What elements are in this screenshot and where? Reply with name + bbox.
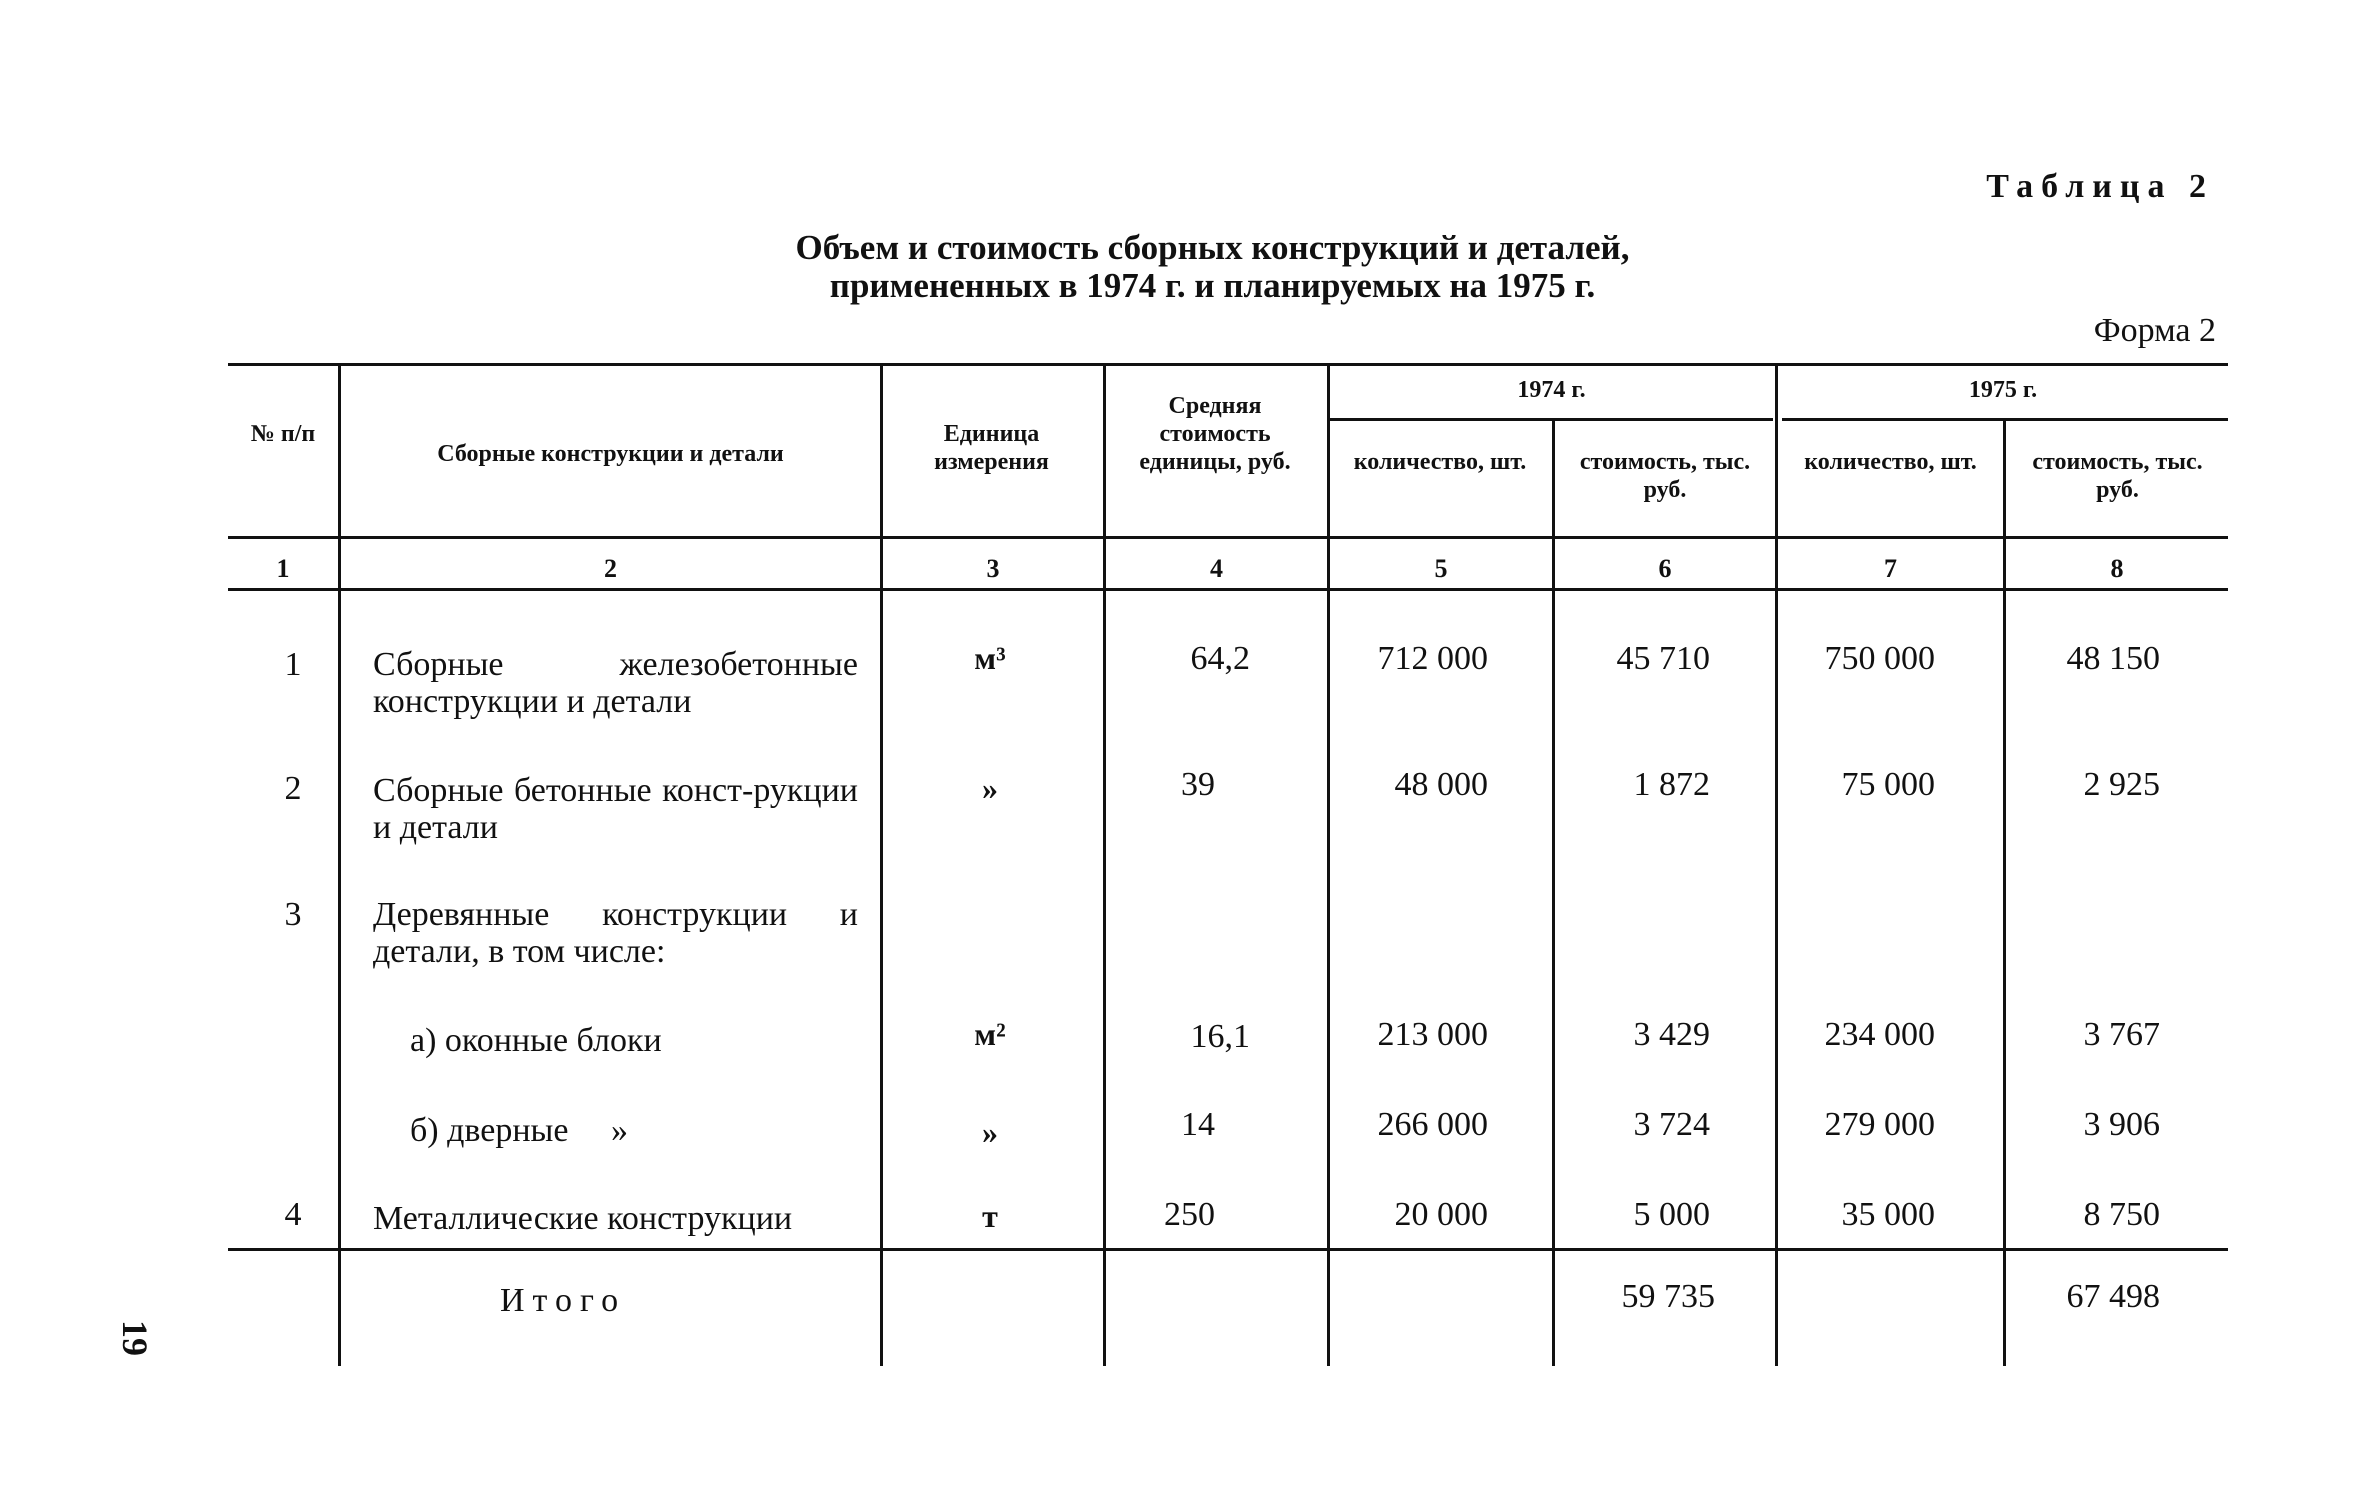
row-name: Металлические конструкции (373, 1200, 793, 1237)
table-title-line-1: Объем и стоимость сборных конструкций и деталей, (795, 228, 1630, 267)
row-qty-1974: 20 000 (1394, 1196, 1488, 1233)
row-qty-1975: 279 000 (1824, 1106, 1935, 1143)
col-number: 1 (276, 554, 290, 583)
row-number: 1 (284, 646, 302, 683)
row-qty-1975: 35 000 (1841, 1196, 1935, 1233)
header-qty-1975: количество, шт. (1804, 449, 1977, 475)
col-number: 7 (1884, 554, 1897, 583)
total-cost-1975: 67 498 (2066, 1278, 2160, 1315)
rule-col-numbers (228, 588, 2228, 591)
row-cost-1974: 45 710 (1616, 640, 1710, 677)
header-cost-1974: стоимость, тыс. руб. (1579, 449, 1751, 503)
col-number: 3 (986, 554, 1000, 583)
total-cost-1974: 59 735 (1621, 1278, 1715, 1315)
col-number: 8 (2110, 554, 2124, 583)
row-unit: » (982, 1114, 998, 1150)
row-number: 3 (284, 896, 302, 933)
row-cost-1974: 1 872 (1633, 766, 1710, 803)
col-divider (1775, 366, 1778, 1366)
row-avg-cost: 14 (1181, 1106, 1215, 1143)
row-qty-1974: 213 000 (1377, 1016, 1488, 1053)
row-cost-1975: 8 750 (2083, 1196, 2160, 1233)
row-number: 4 (284, 1196, 302, 1233)
page-number: 19 (115, 1320, 155, 1356)
row-qty-1974: 48 000 (1394, 766, 1488, 803)
row-cost-1974: 5 000 (1633, 1196, 1710, 1233)
row-name: б) дверные » (410, 1112, 628, 1149)
table-label: Таблица 2 (1986, 168, 2214, 205)
row-qty-1974: 712 000 (1377, 640, 1488, 677)
col-divider (1327, 366, 1330, 1366)
rule-top (228, 363, 2228, 366)
rule-header-bottom (228, 536, 2228, 539)
header-year-1975: 1975 г. (1968, 377, 2038, 403)
row-cost-1975: 48 150 (2066, 640, 2160, 677)
header-no: № п/п (250, 421, 316, 447)
header-name: Сборные конструкции и детали (437, 441, 784, 467)
row-name: а) оконные блоки (410, 1022, 662, 1059)
col-divider (338, 366, 341, 1366)
total-label: Итого (500, 1282, 627, 1319)
form-label: Форма 2 (2093, 312, 2216, 349)
row-cost-1975: 2 925 (2083, 766, 2160, 803)
header-qty-1974: количество, шт. (1353, 449, 1527, 475)
col-number: 6 (1658, 554, 1672, 583)
col-divider (1103, 366, 1106, 1366)
col-number: 2 (604, 554, 617, 583)
row-name: Деревянные конструкции и детали, в том числе: (373, 896, 858, 970)
row-avg-cost: 16,1 (1190, 1018, 1250, 1055)
col-number: 4 (1210, 554, 1223, 583)
rule-year1 (1328, 418, 1773, 421)
header-year-1974: 1974 г. (1517, 377, 1586, 403)
row-qty-1975: 750 000 (1824, 640, 1935, 677)
rule-total (228, 1248, 2228, 1251)
row-unit: м² (974, 1016, 1006, 1052)
header-avg-cost: Средняя стоимость единицы, руб. (1139, 393, 1291, 475)
header-cost-1975: стоимость, тыс. руб. (2032, 449, 2203, 503)
row-avg-cost: 39 (1181, 766, 1215, 803)
row-qty-1975: 75 000 (1841, 766, 1935, 803)
row-cost-1975: 3 767 (2083, 1016, 2160, 1053)
header-unit: Единица измерения (934, 421, 1049, 475)
table-title-line-2: примененных в 1974 г. и планируемых на 1975 г. (829, 266, 1596, 305)
col-divider (880, 366, 883, 1366)
row-unit: м³ (974, 640, 1006, 676)
row-avg-cost: 250 (1164, 1196, 1215, 1233)
row-cost-1975: 3 906 (2083, 1106, 2160, 1143)
row-unit: т (982, 1198, 998, 1234)
row-number: 2 (284, 770, 302, 807)
row-unit: » (982, 770, 998, 806)
col-number: 5 (1434, 554, 1448, 583)
row-avg-cost: 64,2 (1190, 640, 1250, 677)
row-cost-1974: 3 429 (1633, 1016, 1710, 1053)
row-name: Сборные железобетонные конструкции и детали (373, 646, 858, 720)
row-cost-1974: 3 724 (1633, 1106, 1710, 1143)
row-qty-1974: 266 000 (1377, 1106, 1488, 1143)
row-name: Сборные бетонные конст-рукции и детали (373, 772, 858, 846)
row-qty-1975: 234 000 (1824, 1016, 1935, 1053)
